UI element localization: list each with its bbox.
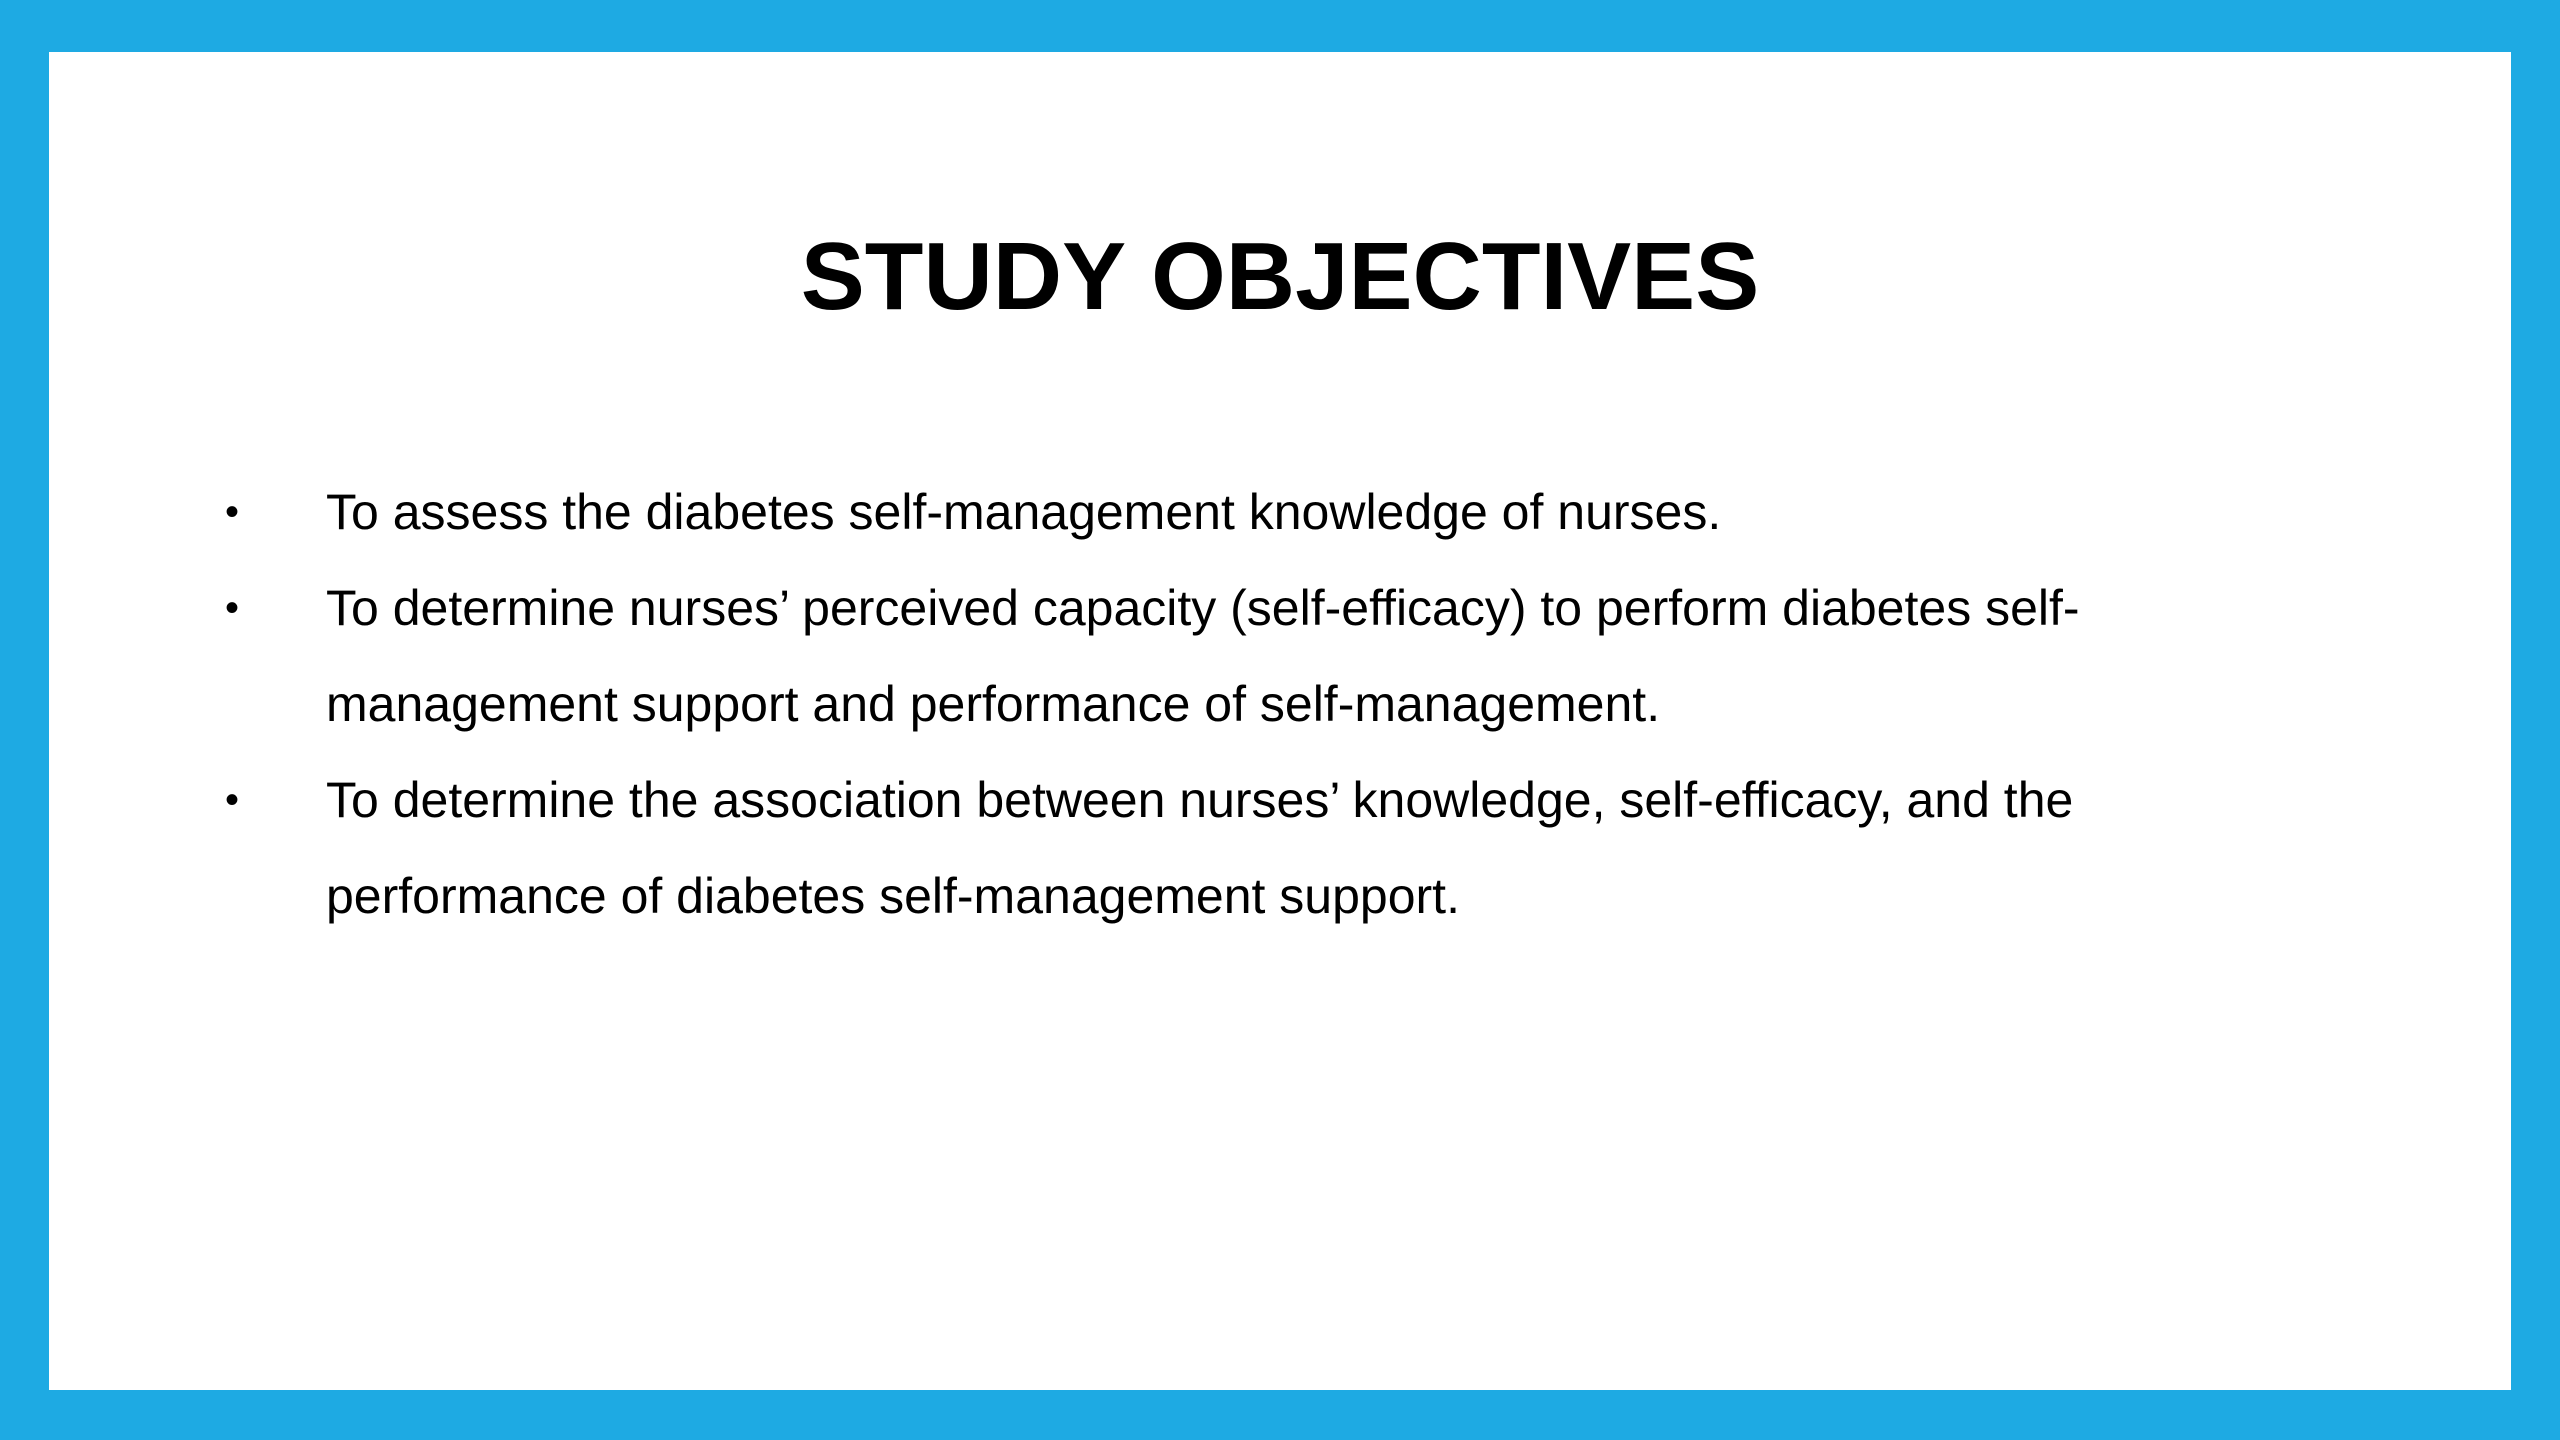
slide-title: STUDY OBJECTIVES: [800, 223, 1760, 330]
list-item: [49, 560, 2286, 752]
bullet-icon: •: [225, 586, 240, 630]
list-item: [49, 464, 2286, 560]
objective-text: To determine the association between nurses’ knowledge, self-efficacy, and the performance of diabetes self-management support.: [326, 772, 2074, 924]
objective-text: To determine nurses’ perceived capacity (self-efficacy) to perform diabetes self-management support and performance of self-management.: [326, 580, 2080, 732]
bullet-icon: •: [225, 778, 240, 822]
objectives-list: [49, 464, 2511, 944]
list-item: [49, 752, 2286, 944]
slide-canvas: [49, 52, 2511, 1390]
bullet-icon: •: [225, 490, 240, 534]
objective-text: To assess the diabetes self-management knowledge of nurses.: [326, 484, 1722, 540]
